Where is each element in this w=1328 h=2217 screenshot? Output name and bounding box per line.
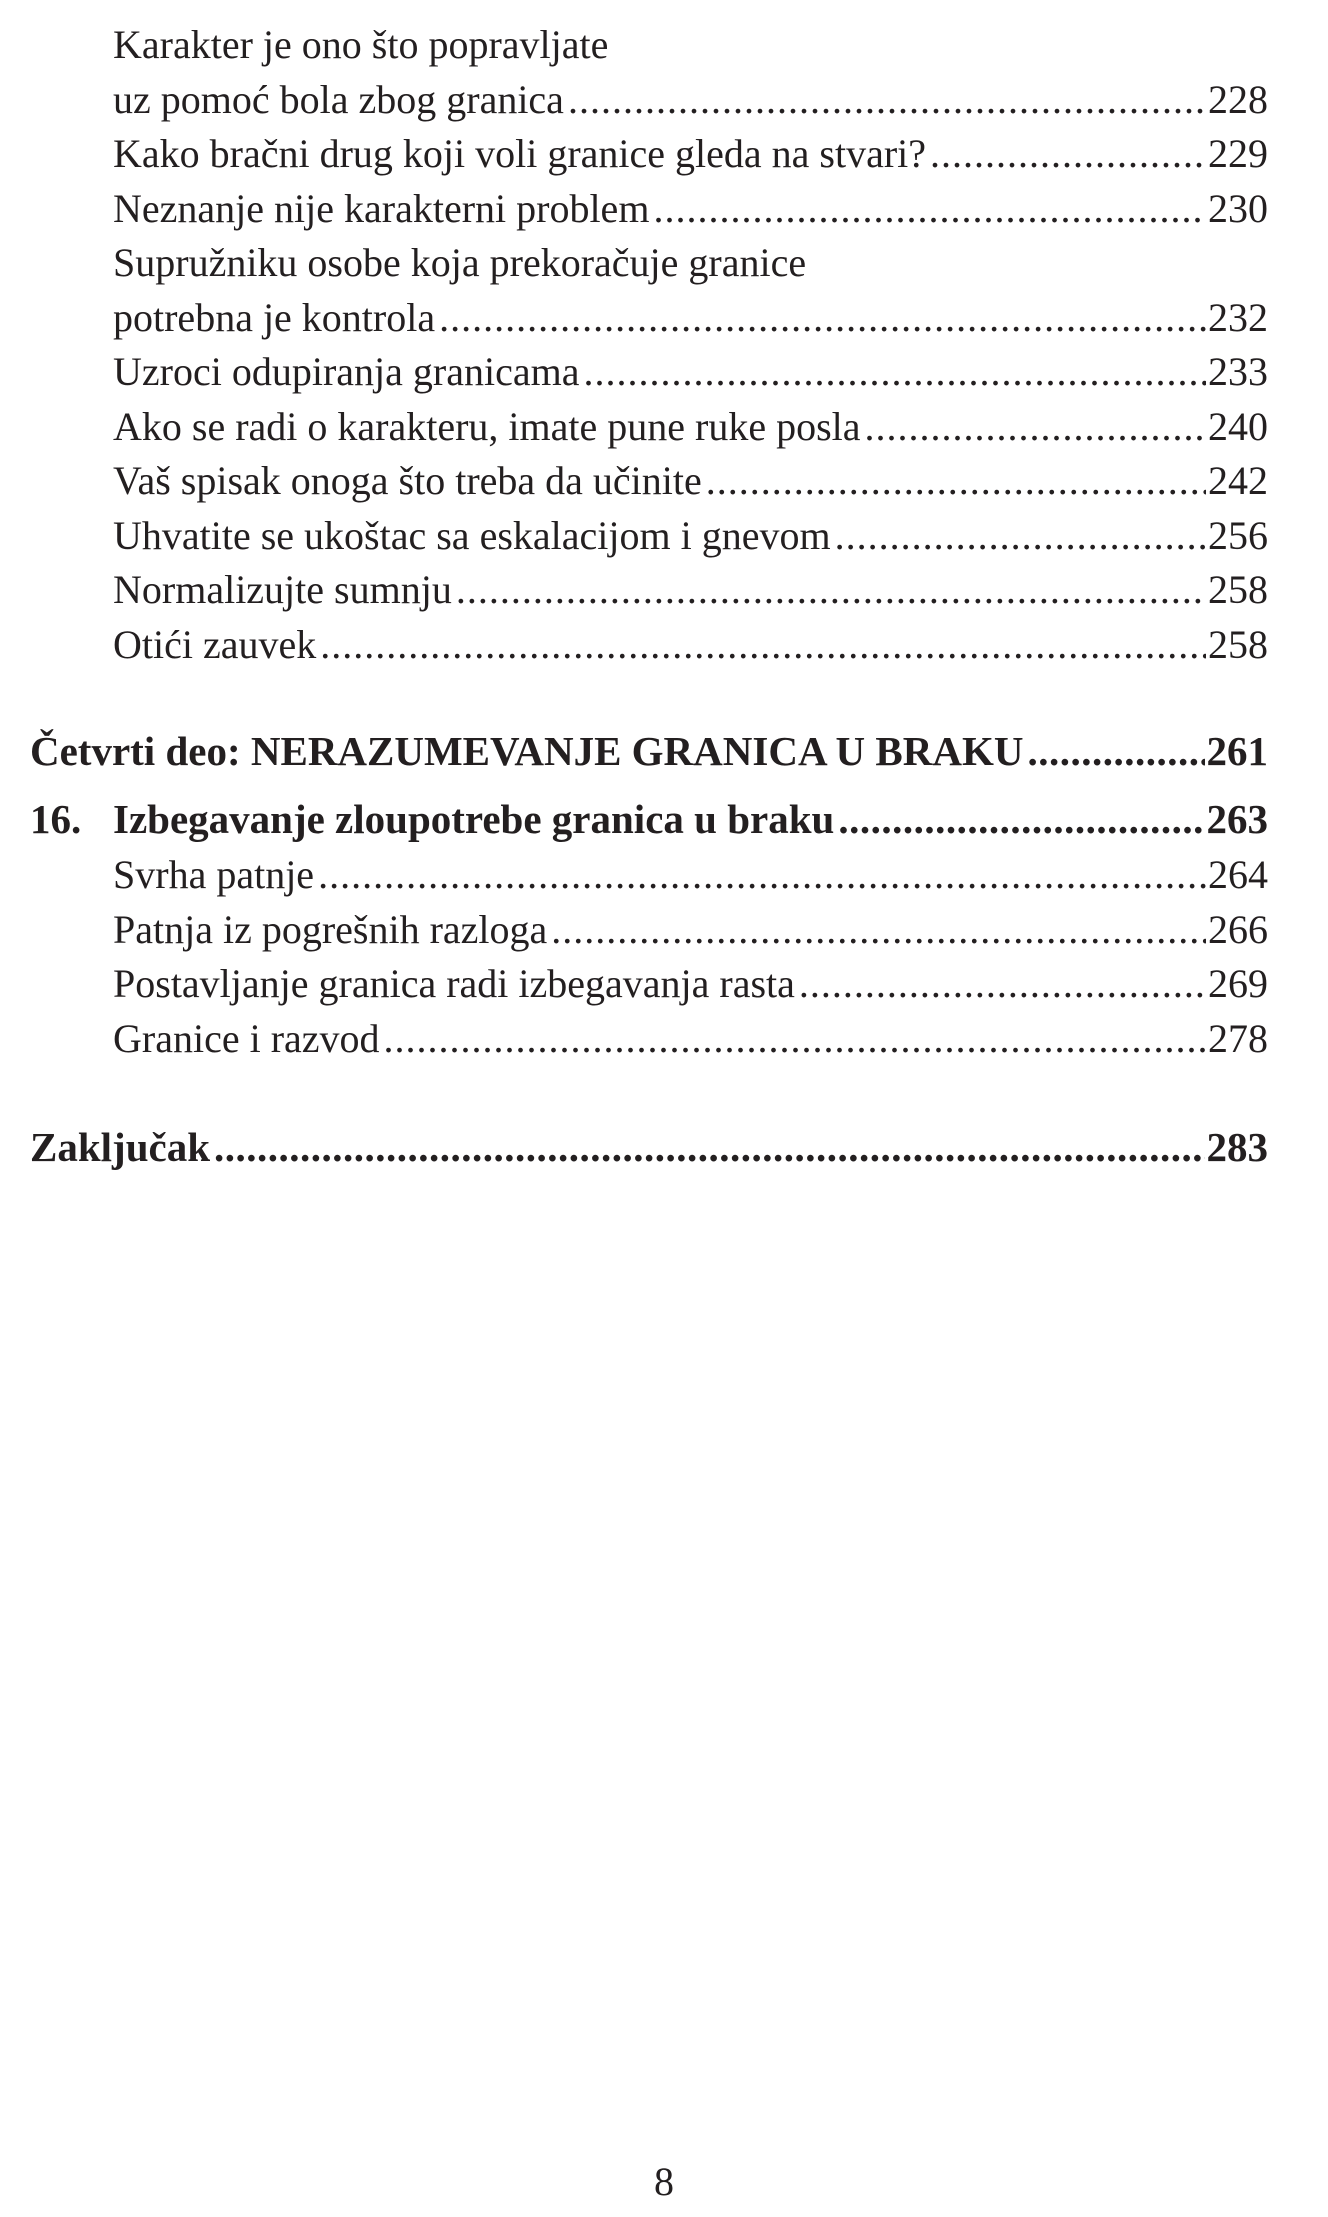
toc-entry-page: 230 (1208, 185, 1268, 231)
toc-entry-page: 242 (1208, 458, 1268, 503)
toc-entry[interactable] (30, 848, 1268, 903)
toc-entry[interactable] (30, 563, 1268, 618)
toc-entry-page: 258 (1208, 567, 1268, 612)
toc-entry-page: 256 (1208, 512, 1268, 558)
toc-entry-wrapped[interactable] (30, 291, 1268, 346)
toc-entry-title: Patnja iz pogrešnih razloga (113, 906, 548, 952)
dot-leader (799, 957, 1206, 1012)
toc-entry-title: Uzroci odupiranja granicama (113, 349, 580, 394)
toc-entry-page: 269 (1208, 961, 1268, 1006)
toc-entry-page: 233 (1208, 349, 1268, 394)
toc-entry[interactable] (30, 182, 1268, 237)
toc-entry[interactable] (30, 454, 1268, 509)
toc-entry-title: Vaš spisak onoga što treba da učinite (113, 458, 702, 503)
toc-entry-title: potrebna je kontrola (113, 294, 436, 340)
toc-entry-continuation[interactable] (30, 73, 1268, 128)
dot-leader (214, 1118, 1205, 1176)
table-of-contents (30, 18, 1268, 1176)
toc-entry-title: Ako se radi o karakteru, imate pune ruke posla (113, 403, 861, 449)
dot-leader (583, 345, 1206, 400)
toc-entry-title: Kako bračni drug koji voli granice gleda na stvari? (113, 131, 927, 176)
toc-entry[interactable] (30, 127, 1268, 182)
toc-chapter-heading[interactable] (30, 790, 1268, 848)
toc-chapter-title: Izbegavanje zloupotrebe granica u braku (113, 796, 835, 842)
toc-entry-page: 232 (1208, 294, 1268, 340)
toc-entry[interactable] (30, 1012, 1268, 1067)
dot-leader (865, 400, 1206, 455)
toc-entry-continuation-line1: Karakter je ono što popravljate (113, 22, 609, 67)
toc-entry-page: 278 (1208, 1015, 1268, 1061)
dot-leader (838, 790, 1204, 848)
toc-part-heading[interactable] (30, 722, 1268, 780)
dot-leader (384, 1012, 1206, 1067)
toc-entry-title: Neznanje nije karakterni problem (113, 185, 650, 231)
toc-entry-title: Uhvatite se ukoštac sa eskalacijom i gnevom (113, 512, 831, 558)
toc-conclusion[interactable] (30, 1118, 1268, 1176)
toc-part-title: NERAZUMEVANJE GRANICA U BRAKU (250, 728, 1024, 774)
toc-entry-title: Postavljanje granica radi izbegavanja rasta (113, 961, 795, 1006)
dot-leader (551, 903, 1206, 958)
toc-entry[interactable] (30, 903, 1268, 958)
dot-leader (456, 563, 1206, 618)
toc-part-prefix: Četvrti deo: (30, 728, 251, 774)
dot-leader (318, 848, 1206, 903)
dot-leader (568, 73, 1206, 128)
toc-chapter-number: 16. (30, 796, 82, 842)
toc-entry[interactable] (30, 618, 1268, 673)
dot-leader (439, 291, 1206, 346)
toc-entry[interactable] (30, 345, 1268, 400)
toc-entry-page: 228 (1208, 76, 1268, 122)
toc-entry[interactable] (30, 400, 1268, 455)
toc-entry[interactable] (30, 957, 1268, 1012)
dot-leader (653, 182, 1206, 237)
toc-entry-title: Svrha patnje (113, 852, 315, 897)
toc-entry-title: Granice i razvod (113, 1015, 380, 1061)
toc-entry-title: Normalizujte sumnju (113, 567, 452, 612)
toc-entry-wrapped-line1: Supružniku osobe koja prekoračuje granice (113, 240, 807, 285)
toc-entry-page: 240 (1208, 403, 1268, 449)
dot-leader (320, 618, 1206, 673)
toc-conclusion-title: Zaključak (30, 1124, 210, 1170)
toc-entry-page: 258 (1208, 621, 1268, 667)
page-number: 8 (654, 2159, 674, 2204)
toc-conclusion-page: 283 (1206, 1124, 1268, 1170)
toc-chapter-page: 263 (1206, 796, 1268, 842)
toc-entry-title: uz pomoć bola zbog granica (113, 76, 564, 122)
toc-entry-page: 264 (1208, 852, 1268, 897)
dot-leader (1027, 722, 1204, 780)
toc-part-page: 261 (1206, 728, 1268, 774)
toc-entry[interactable] (30, 509, 1268, 564)
toc-entry-page: 266 (1208, 906, 1268, 952)
dot-leader (930, 127, 1206, 182)
toc-entry-title: Otići zauvek (113, 621, 317, 667)
toc-entry-page: 229 (1208, 131, 1268, 176)
dot-leader (835, 509, 1206, 564)
dot-leader (706, 454, 1206, 509)
